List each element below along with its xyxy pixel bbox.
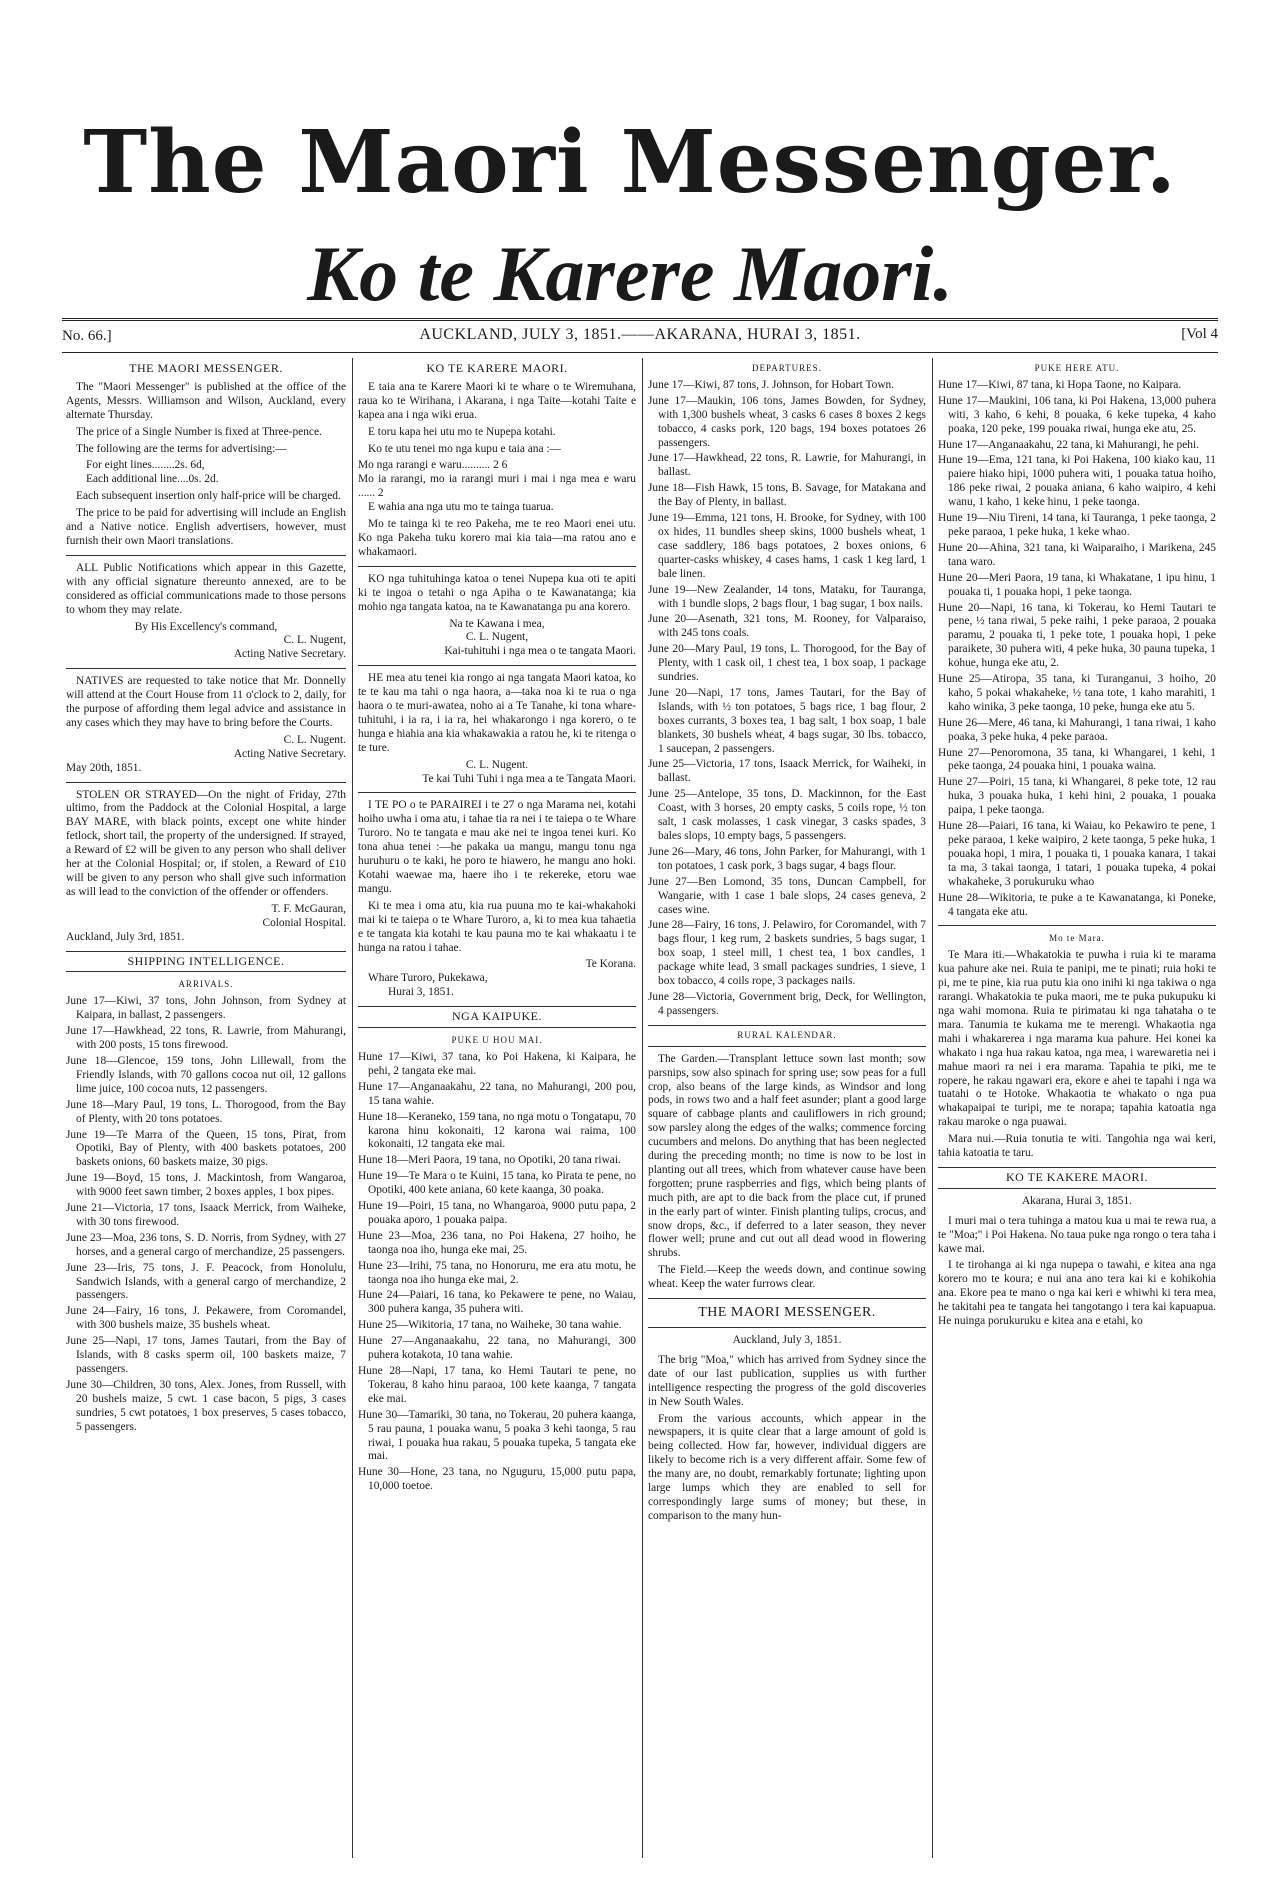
rate-line: For eight lines........2s. 6d,: [86, 459, 205, 472]
notice-signature: T. F. McGauran,: [271, 902, 346, 915]
divider: [66, 668, 346, 669]
section-box: [648, 1025, 926, 1047]
notice-paragraph: NATIVES are requested to take notice that Mr. Donnelly will attend at the Court House from 11 o'clock to 2, daily, for the purpose of affording them legal advice and assistance in any cases which they may have to bring before the Courts.: [66, 675, 346, 729]
notice-title: Kai-tuhituhi i nga mea o te tangata Maori.: [444, 645, 636, 658]
shipping-entry: Hune 17—Maukini, 106 tana, ki Poi Hakena, 13,000 puhera witi, 3 kaho, 6 kehi, 8 pouaka, 6 keke tupeka, 4 kaho poaka, 120 peke, 199 pouaka riwai, hunga eke atu, 25.: [938, 394, 1216, 435]
shipping-entry: June 18—Mary Paul, 19 tons, L. Thorogood, from the Bay of Plenty, with 20 tons potatoes.: [66, 1098, 346, 1125]
arrivals-list: [66, 995, 346, 1434]
volume-number: [Vol 4: [1181, 326, 1218, 342]
notice-date: May 20th, 1851.: [66, 761, 142, 774]
notice-date: Hurai 3, 1851.: [388, 986, 454, 999]
paragraph: The price to be paid for advertising will include an English and a Native notice. English advertisers, however, must furnish their own Maori translations.: [66, 507, 346, 547]
shipping-entry: Hune 19—Niu Tireni, 14 tana, ki Tauranga, 1 peke taonga, 2 peke paraoa, 1 peke huka, 1 keke whao.: [938, 512, 1216, 538]
shipping-entry: Hune 28—Paiari, 16 tana, ki Waiau, ko Pekawiro te pene, 1 peke paraoa, 1 keke waipiro, 2 kete taonga, 5 peke huka, 1 pouaka hopi, 1 mira, 1 pouaka ti, 1 pouaka kanara, 1 takai ta ma, 3 takai taonga, 1 tatari, 1 pouaka tupeka, 4 pokai whakaheke, 3 porukuruku whao: [938, 820, 1216, 888]
shipping-entry: Hune 30—Hone, 23 tana, no Nguguru, 15,000 putu papa, 10,000 toetoe.: [358, 1466, 636, 1493]
notice-signature: C. L. Nugent,: [283, 634, 346, 647]
shipping-entry: June 17—Kiwi, 87 tons, J. Johnson, for Hobart Town.: [648, 378, 895, 391]
shipping-entry: Hune 18—Keraneko, 159 tana, no nga motu o Tongatapu, 70 karona hinu kokonaiti, 12 karona wai raima, 100 kokonaiti, 12 tangata eke mai.: [358, 1110, 637, 1151]
notice-paragraph: KO nga tuhituhinga katoa o tenei Nupepa kua oti te apiti ki te ingoa o tetahi o nga Apiha o te Kawanatanga; kia mohio nga tangata katoa, na te Kawanatanga pu ana korero.: [358, 572, 636, 613]
shipping-entry: June 23—Iris, 75 tons, J. F. Peacock, from Honolulu, Sandwich Islands, with a general cargo of merchandize, 2 passengers.: [66, 1261, 346, 1302]
shipping-entry: June 28—Victoria, Government brig, Deck, for Wellington, 4 passengers.: [648, 990, 926, 1017]
shipping-entry: June 24—Fairy, 16 tons, J. Pekawere, from Coromandel, with 300 bushels maize, 35 bushels wheat.: [66, 1305, 346, 1332]
paragraph: Each subsequent insertion only half-price will be charged.: [76, 490, 341, 503]
masthead-rule: [62, 318, 1218, 319]
divider: [358, 792, 636, 793]
section-box: [358, 1006, 636, 1028]
column-divider: [642, 358, 643, 1858]
shipping-entry: Hune 25—Atiropa, 35 tana, ki Turanganui, 3 hoiho, 20 kaho, 5 pokai whakaheke, ½ tana tote, 1 kaho marahiti, 1 kaho winika, 3 peke taonga, 10 peke, hunga eke atu 5.: [938, 673, 1216, 713]
paragraph: E taia ana te Karere Maori ki te whare o te Wiremuhana, raua ko te Wirihana, i Akarana, i nga Taite—kotahi Taite e kapea ana i nga wiki erua.: [358, 380, 636, 421]
shipping-entry: Hune 18—Meri Paora, 19 tana, no Opotiki, 20 tana riwai.: [358, 1154, 621, 1167]
shipping-entry: June 21—Victoria, 17 tons, Isaack Merrick, from Waiheke, with 30 tons firewood.: [66, 1202, 346, 1228]
subsection-heading: RURAL KALENDAR.: [737, 1029, 837, 1040]
editorial-paragraph: I muri mai o tera tuhinga a matou kua u mai te rewa rua, a te "Moa;" i Poi Hakena. No taua puke nga rongo o tera taha i kawe mai.: [938, 1214, 1216, 1255]
shipping-entry: Hune 17—Kiwi, 87 tana, ki Hopa Taone, no Kaipara.: [938, 378, 1182, 391]
shipping-entry: June 19—Emma, 121 tons, H. Brooke, for Sydney, with 100 ox hides, 11 bundles sheep skins, 1000 bushels wheat, 1 case saddlery, 186 bags potatoes, 2 boxes onions, 6 quarter-casks whiskey, 4 cases hams, 1 cask 1 keg lard, 1 bale linen.: [648, 512, 926, 580]
section-heading: THE MAORI MESSENGER.: [129, 361, 283, 375]
shipping-entry: June 17—Kiwi, 37 tons, John Johnson, from Sydney at Kaipara, in ballast, 2 passengers.: [66, 995, 346, 1022]
masthead-rule-thin: [62, 320, 1218, 321]
shipping-entry: Hune 28—Wikitoria, te puke a te Kawanatanga, ki Poneke, 4 tangata eke atu.: [938, 891, 1216, 918]
shipping-entry: Hune 28—Napi, 17 tana, ko Hemi Tautari te pene, no Tokerau, 8 kaho hinu paraoa, 100 kete kaanga, 7 tangata eke mai.: [358, 1365, 636, 1405]
notice-paragraph: STOLEN OR STRAYED—On the night of Friday, 27th ultimo, from the Paddock at the Colonial Hospital, a large BAY MARE, with black points, except one white hinder fetlock, short tail, the property of the undersigned. If strayed, a Reward of £2 will be given to any person who shall deliver her at the Colonial Hospital; or, if stolen, a Reward of £10 will be given to any person who shall give such information as will lead to the conviction of the offender or offenders.: [66, 788, 346, 898]
column-english-notices: [66, 360, 346, 1437]
notice-signature: C. L. Nugent.: [283, 733, 346, 746]
paragraph: E toru kapa hei utu mo te Nupepa kotahi.: [368, 425, 556, 438]
notice-title: Acting Native Secretary.: [233, 648, 346, 661]
subsection-heading: ARRIVALS.: [178, 979, 234, 990]
section-heading: NGA KAIPUKE.: [452, 1009, 542, 1024]
shipping-entry: Hune 24—Paiari, 16 tana, ko Pekawere te pene, no Waiau, 300 puhera kanga, 35 puhera witi.: [358, 1289, 636, 1316]
subsection-heading: PUKE U HOU MAI.: [451, 1035, 543, 1046]
paragraph: The price of a Single Number is fixed at Three-pence.: [76, 425, 322, 438]
issue-date: AUCKLAND, JULY 3, 1851.——AKARANA, HURAI 3, 1851.: [419, 326, 861, 343]
shipping-entry: Hune 23—Irihi, 75 tana, no Honoruru, me era atu motu, he taonga noa iho hunga eke mai, 2.: [358, 1259, 636, 1286]
masthead-subtitle: Ko te Karere Maori.: [307, 230, 953, 317]
section-heading: KO TE KARERE MAORI.: [426, 361, 568, 375]
departures-list: [938, 379, 1216, 920]
column-divider: [352, 358, 353, 1858]
shipping-entry: Hune 30—Tamariki, 30 tana, no Tokerau, 20 puhera kaanga, 5 rau pauna, 1 pouaka wanu, 5 poaka 3 kehi taonga, 5 rau riwai, 1 pouaka hua rakau, 5 pouaka tupeka, 5 tangata eke mai.: [358, 1408, 636, 1463]
shipping-entry: June 20—Asenath, 321 tons, M. Rooney, for Valparaiso, with 245 tons coals.: [648, 613, 926, 640]
issue-number: No. 66.]: [62, 328, 112, 344]
paragraph: Mara nui.—Ruia tonutia te witi. Tangohia nga wai keri, tahia katoatia te taru.: [938, 1133, 1216, 1160]
shipping-entry: June 26—Mary, 46 tons, John Parker, for Mahurangi, with 1 ton potatoes, 1 cask pork, 3 bags sugar, 4 bags flour.: [648, 845, 926, 872]
section-box: [66, 951, 346, 973]
shipping-entry: Hune 20—Ahina, 321 tana, ki Waiparaiho, i Marikena, 245 tana waro.: [938, 541, 1216, 568]
notice-date: Auckland, July 3rd, 1851.: [66, 930, 185, 943]
subsection-heading: DEPARTURES.: [752, 363, 822, 373]
divider: [358, 566, 636, 567]
shipping-entry: Hune 17—Anganaakahu, 22 tana, no Mahurangi, 200 pou, 15 tana wahie.: [358, 1080, 636, 1107]
editorial-date: Akarana, Hurai 3, 1851.: [1021, 1194, 1133, 1207]
notice-title: Acting Native Secretary.: [233, 747, 346, 760]
notice-signature: Te Korana.: [585, 958, 636, 971]
subsection-heading: PUKE HERE ATU.: [1034, 363, 1120, 373]
shipping-entry: June 30—Children, 30 tons, Alex. Jones, from Russell, with 20 bushels maize, 5 cwt. 1 case bacon, 5 pigs, 3 cases sundries, 5 cwt potatoes, 1 box preserves, 5 cases tobacco, 5 passengers.: [66, 1378, 346, 1433]
shipping-entry: June 25—Victoria, 17 tons, Isaack Merrick, for Waiheki, in ballast.: [648, 758, 926, 785]
shipping-entry: June 27—Ben Lomond, 35 tons, Duncan Campbell, for Wangarie, with 1 case 1 bale slops, 24 cases geneva, 2 cases wine.: [648, 875, 926, 916]
shipping-entry: Hune 25—Wikitoria, 17 tana, no Waiheke, 30 tana wahie.: [358, 1319, 622, 1332]
masthead-title: The Maori Messenger.: [83, 112, 1177, 213]
notice-title: Colonial Hospital.: [262, 916, 346, 929]
shipping-entry: Hune 27—Penoromona, 35 tana, ki Whangarei, 1 kehi, 1 peke taonga, 24 pouaka hini, 1 pouaka waina.: [938, 746, 1216, 773]
notice-place: Whare Turoro, Pukekawa,: [368, 972, 488, 985]
notice-paragraph: ALL Public Notifications which appear in this Gazette, with any official signature thereunto annexed, are to be considered as official communications made to those persons to whom they may relate.: [66, 561, 346, 616]
shipping-entry: June 28—Fairy, 16 tons, J. Pelawiro, for Coromandel, with 7 bags flour, 1 keg rum, 2 baskets sundries, 5 bags sugar, 1 box soap, 1 steel mill, 1 chest tea, 1 box candles, 1 package white lead, 3 small packages sundries, 1 sieve, 1 box tobacco, 4 coils rope, 3 packages nails.: [648, 919, 926, 988]
editorial-paragraph: I te tirohanga ai ki nga nupepa o tawahi, e kitea ana nga korero mo te koura; e nui ana ano tera kai ki e kohikohia ana. Ekore pea te mano o nga kai keri e whiwhi ki tera mea, he takitahi pea te tangata hei tangotango i tera kai kapuapua. He nuinga porukuruku e kitea ana e etahi, ko: [938, 1259, 1216, 1328]
subsection-heading: Mo te Mara.: [1049, 933, 1105, 944]
notice-paragraph: I TE PO o te PARAIREI i te 27 o nga Marama nei, kotahi hoiho uwha i oma atu, i tahae tia ra nei i te taiepa o te Whare Turoro. No te tangata e mau ake nei te ingoa tenei kuri. Ko tona ahua tenei :—he pakaka ua mangu, mangu tonu nga huruhuru o te kaki, he poro te hiawero, he mangu ano hoki. Kotahi waewae ma, haere iho i te rekereke, etoru wae mangu.: [358, 799, 636, 895]
shipping-entry: June 25—Napi, 17 tons, James Tautari, from the Bay of Islands, with 8 casks sperm oil, 100 baskets maize, 7 passengers.: [66, 1335, 346, 1375]
shipping-entry: June 25—Antelope, 35 tons, D. Mackinnon, for the East Coast, with 3 horses, 20 empty casks, 5 coils rope, ½ ton salt, 1 cask molasses, 1 cask vinegar, 3 casks spades, 3 bales slops, 10 empty bags, 5 passengers.: [648, 788, 926, 842]
column-maori-notices: [358, 360, 636, 1496]
notice-paragraph: HE mea atu tenei kia rongo ai nga tangata Maori katoa, ko te te kau ma tahi o nga haora, a—taka noa ki te rua o nga haora o te muri-awatea, noho ai a Te Tanahe, ki tona whare-tuhituhi, i ia ra, i ia ra, hei whakarongo i nga korero, o te hunga e hiahia ana kia whakawakia a ratou he, ki te ritenga o te ture.: [358, 672, 637, 754]
shipping-entry: Hune 27—Poiri, 15 tana, ki Whangarei, 8 peke tote, 12 rau huka, 3 pouaka huka, 1 kehi hini, 2 pouaka, 1 pouaka paipa, 1 peke taonga.: [938, 776, 1216, 817]
shipping-entry: Hune 19—Ema, 121 tana, ki Poi Hakena, 100 kiako kau, 11 paiere hiako hipi, 1000 puhera witi, 1 pouaka tatua hoiho, 186 peke riwai, 2 pouaka aniana, 6 kaho waipiro, 4 kehi wanu, 1 kaho, 1 keke hinu, 1 peke taonga.: [938, 454, 1216, 509]
dateline-rule: [62, 352, 1218, 353]
shipping-entry: Hune 20—Meri Paora, 19 tana, ki Whakatane, 1 ipu hinu, 1 pouaka ti, 1 pouaka hopi, 1 peke taonga.: [938, 571, 1216, 598]
section-box: [648, 1298, 926, 1328]
paragraph: The Garden.—Transplant lettuce sown last month; sow parsnips, sow also spinach for spring use; sow peas for a full crop, also beans of the large kinds, as Windsor and long pods, in rows two and a half feet asunder; plant a good large square of cabbage plants and cauliflowers in rich ground; sow parsley along the edges of the walks; commence forcing cucumbers and melons. Do anything that has been neglected during the preceding month; no time is now to be lost in planting out all trees, which from whatever cause have been forgotten; prune raspberries and figs, which being plants of much pith, are apt to die back from the place cut, if pruned in the early part of winter. Finish planting tulips, crocus, and snow drops, &c., if deferred to a later season, they never flower well; prune and cut out all dead wood in flowering shrubs.: [648, 1052, 926, 1260]
shipping-entry: June 19—Boyd, 15 tons, J. Mackintosh, from Wangaroa, with 9000 feet sawn timber, 2 boxes apples, 1 box pipes.: [66, 1172, 346, 1199]
shipping-entry: Hune 17—Anganaakahu, 22 tana, ki Mahurangi, he pehi.: [938, 438, 1199, 451]
shipping-entry: June 18—Fish Hawk, 15 tons, B. Savage, for Matakana and the Bay of Plenty, in ballast.: [648, 482, 926, 509]
rate-line: Mo ia rarangi, mo ia rarangi muri i mai i nga mea e waru ...... 2: [358, 473, 636, 500]
rate-line: Mo nga rarangi e waru.......... 2 6: [358, 459, 508, 472]
divider: [66, 782, 346, 783]
dateline: [62, 326, 1218, 348]
divider: [358, 665, 636, 666]
departures-list: [648, 379, 926, 1019]
section-heading: KO TE KAKERE MAORI.: [1006, 1169, 1148, 1184]
shipping-entry: June 19—Te Marra of the Queen, 15 tons, Pirat, from Opotiki, Bay of Plenty, with 400 baskets potatoes, 200 baskets onions, 60 baskets maize, 30 pigs.: [66, 1128, 346, 1169]
arrivals-list: [358, 1051, 636, 1494]
notice-command: Na te Kawana i mea,: [449, 617, 545, 630]
notice-paragraph: Ki te mea i oma atu, kia rua puuna mo te kai-whakahoki mai ki te taiepa o te Whare Turoro, a, ki to mea kua tahaetia e te tangata kia kotahi te kau pauna mo te kai whakaatu i te hunga na ratou i tahae.: [358, 899, 636, 954]
rate-line: Each additional line....0s. 2d.: [86, 473, 219, 486]
shipping-entry: June 19—New Zealander, 14 tons, Mataku, for Tauranga, with 1 bundle slops, 2 bags flour, 1 bag sugar, 1 box nails.: [648, 583, 926, 610]
paragraph: The following are the terms for advertising:—: [76, 442, 287, 455]
section-box: [938, 1167, 1216, 1189]
divider: [938, 925, 1216, 926]
section-heading: SHIPPING INTELLIGENCE.: [127, 953, 285, 968]
paragraph: Ko te utu tenei mo nga kupu e taia ana :—: [368, 442, 561, 455]
paragraph: The Field.—Keep the weeds down, and continue sowing wheat. Keep the water furrows clear.: [648, 1264, 926, 1291]
notice-command: By His Excellency's command,: [134, 620, 278, 633]
shipping-entry: Hune 19—Te Mara o te Kuini, 15 tana, ko Pirata te pene, no Opotiki, 400 kete aniana, 60 kete kaanga, 30 poaka.: [358, 1170, 636, 1197]
shipping-entry: Hune 17—Kiwi, 37 tana, ko Poi Hakena, ki Kaipara, he pehi, 2 tangata eke mai.: [358, 1050, 636, 1077]
shipping-entry: June 17—Hawkhead, 22 tons, R. Lawrie, from Mahurangi, with 200 posts, 15 tons firewood.: [66, 1025, 346, 1052]
column-divider: [932, 358, 933, 1858]
paragraph: Mo te tainga ki te reo Pakeha, me te reo Maori enei utu. Ko nga Pakeha tuku korero mai kia taia—ma ratou ano e whakamaori.: [358, 518, 636, 558]
shipping-entry: June 17—Maukin, 106 tons, James Bowden, for Sydney, with 1,300 bushels wheat, 3 casks 6 cases 8 boxes 2 kegs tobacco, 4 casks pork, 120 bags, 194 boxes potatoes 26 passengers.: [648, 394, 926, 449]
column-english-shipping: [648, 360, 926, 1527]
divider: [66, 555, 346, 556]
paragraph: Te Mara iti.—Whakatokia te puwha i ruia ki te marama kua pahure ake nei. Ruia te panipi, me te pinati; ruia hoki te pi, me te pine, kia rua putu kia ono inihi ki nga takiwa o nga rarangi. Whakatokia te puka maori, me te puka pukupuku ki nga wahi momona. Ruia te pirimatau ki nga tahataha o te mara. Tanumia te kukama me te merengi. Whakaotia nga mahi i whakarerea i nga marama kua pahure. Hei konei ka whakato i nga hua rakau katoa, nga mea, i warewaretia nei i mahue maori ra nei i era marama. Tapahia te piki, me te ropere, he rakau ngawari era, ekore e ahei te tapahi i nga wa tuatahi o te Hotoke. Whakaotia te whakato o nga pua whakapaipai te turipi, me te norapa; tapahia katoatia nga rakau maroke o nga puawai.: [938, 949, 1216, 1129]
paragraph: E wahia ana nga utu mo te tainga tuarua.: [368, 501, 554, 514]
shipping-entry: Hune 27—Anganaakahu, 22 tana, no Mahurangi, 300 puhera kotakota, 10 tana wahie.: [358, 1335, 636, 1362]
shipping-entry: June 23—Moa, 236 tons, S. D. Norris, from Sydney, with 27 horses, and a general cargo of merchandize, 25 passengers.: [66, 1231, 346, 1258]
shipping-entry: Hune 20—Napi, 16 tana, ki Tokerau, ko Hemi Tautari te pene, ½ tana riwai, 5 peke raihi, 1 peke paraoa, 2 pouaka paramu, 2 pouaka ti, 1 peke tote, 1 pouaka hopi, 1 peke paraikete, 30 puhera witi, 4 peke huka, 30 pauna tupeka, 1 kohue, hunga eke atu, 2.: [938, 601, 1216, 670]
section-heading: THE MAORI MESSENGER.: [698, 1305, 876, 1321]
column-maori-shipping: [938, 360, 1216, 1332]
shipping-entry: Hune 23—Moa, 236 tana, no Poi Hakena, 27 hoiho, he taonga noa iho, hunga eke mai, 25.: [358, 1229, 636, 1256]
editorial-paragraph: The brig "Moa," which has arrived from Sydney since the date of our last publication, supplies us with further intelligence respecting the progress of the gold discoveries in New South Wales.: [648, 1353, 926, 1408]
notice-signature: C. L. Nugent.: [465, 758, 529, 771]
shipping-entry: June 20—Napi, 17 tons, James Tautari, for the Bay of Islands, with ½ ton potatoes, 5 bags rice, 1 bag flour, 2 boxes currants, 3 boxes tea, 1 bag salt, 1 box soap, 1 bale blankets, 30 bushels wheat, 4 bags sugar, 30 lbs. tobacco, 1 saucepan, 2 passengers.: [648, 686, 926, 755]
editorial-paragraph: From the various accounts, which appear in the newspapers, it is quite clear that a large amount of gold is being collected. How far, however, individual diggers are likely to become rich is a very different affair. Some few of the many are, no doubt, remarkably fortunate; lighting upon large lumps which they are enabled to sell for correspondingly large sums of money; but these, in comparison to the many hun-: [648, 1412, 926, 1522]
shipping-entry: Hune 26—Mere, 46 tana, ki Mahurangi, 1 tana riwai, 1 kaho poaka, 3 peke huka, 4 peke paraoa.: [938, 716, 1216, 743]
notice-signature: C. L. Nugent,: [465, 631, 529, 644]
shipping-entry: June 20—Mary Paul, 19 tons, L. Thorogood, for the Bay of Plenty, with 1 cask oil, 1 chest tea, 1 box soap, 1 package sundries.: [648, 643, 926, 684]
editorial-date: Auckland, July 3, 1851.: [732, 1334, 842, 1346]
shipping-entry: June 18—Glencoe, 159 tons, John Lillewall, from the Friendly Islands, with 70 gallons cocoa nut oil, 12 gallons lime juice, 100 cocoa nuts, 12 passengers.: [66, 1054, 346, 1095]
notice-title: Te kai Tuhi Tuhi i nga mea a te Tangata Maori.: [422, 772, 636, 785]
paragraph: The "Maori Messenger" is published at the office of the Agents, Messrs. Williamson and Wilson, Auckland, every alternate Thursday.: [66, 380, 346, 421]
shipping-entry: June 17—Hawkhead, 22 tons, R. Lawrie, for Mahurangi, in ballast.: [648, 452, 926, 479]
shipping-entry: Hune 19—Poiri, 15 tana, no Whangaroa, 9000 putu papa, 2 pouaka aporo, 1 pouaka paipa.: [358, 1200, 636, 1226]
